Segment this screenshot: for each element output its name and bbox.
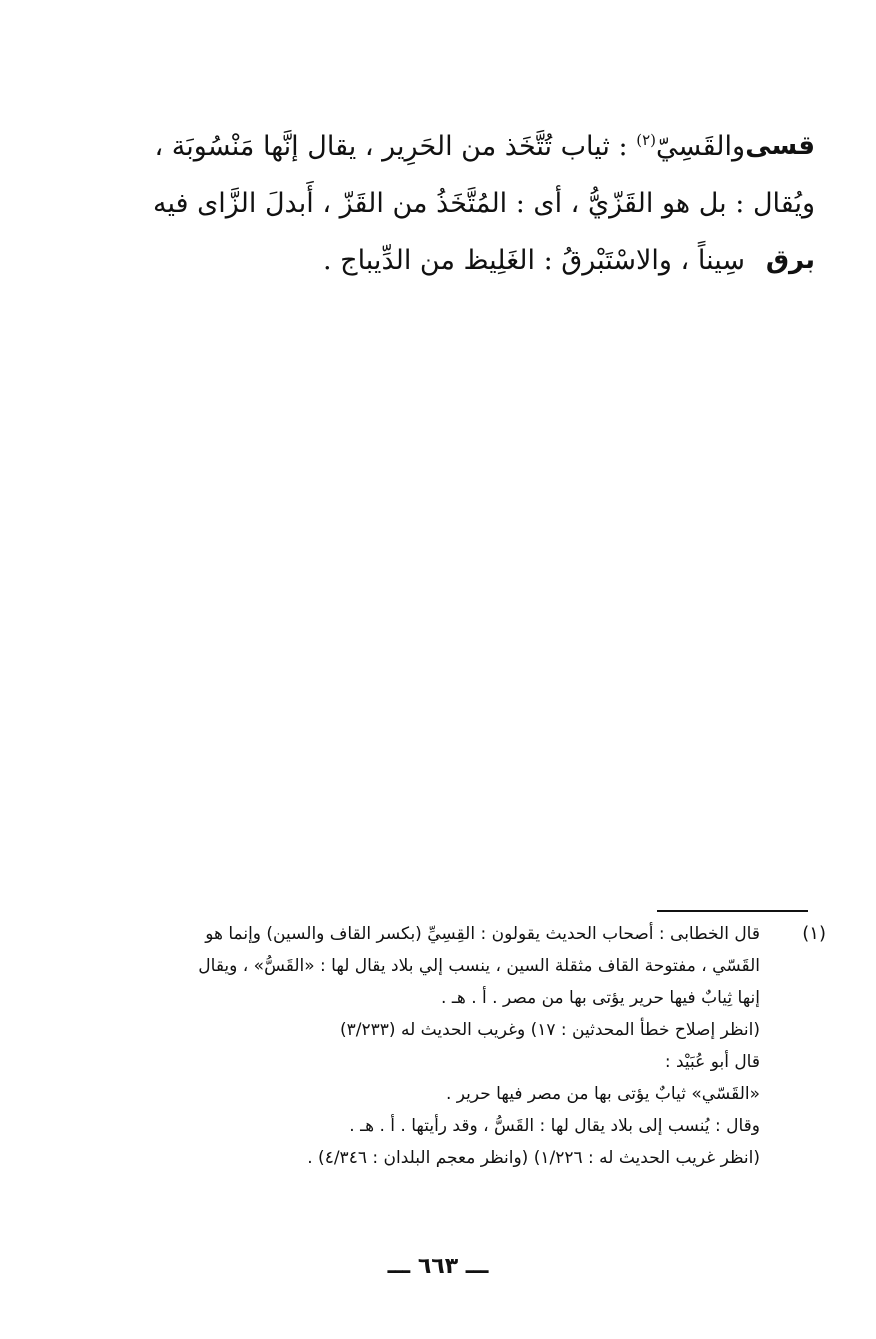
main-line-1-text xyxy=(154,118,745,175)
footnote-line: «القَسّي» ثيابٌ يؤتى بها من مصر فيها حرير . xyxy=(445,1084,760,1104)
footnote-body xyxy=(150,918,760,1174)
main-line-3 xyxy=(70,232,815,289)
footnote-line: إنها ثِيابٌ فيها حرير يؤتى بها من مصر . أ . هـ . xyxy=(441,988,760,1008)
root-word-qsy: قسى xyxy=(745,131,815,161)
main-line-2 xyxy=(70,175,815,232)
main-line-3-text: سِيناً ، والاسْتَبْرقُ : الغَلِيظ من الدِّيباج . xyxy=(322,245,745,276)
footnote-marker: (١) xyxy=(802,923,826,944)
footnote-divider xyxy=(657,910,808,912)
root-word-brq: برق xyxy=(765,245,815,275)
headword: والقَسِيّ xyxy=(655,131,745,162)
footnote-line: (انظر إصلاح خطأ المحدثين : ١٧) وغريب الحديث له (٣/٢٣٣) xyxy=(340,1020,760,1040)
footnote-line: القَسّي ، مفتوحة القاف مثقلة السين ، ينسب إلي بلاد يقال لها : «القَسُّ» ، ويقال xyxy=(198,956,760,976)
main-line-1-rest: : ثياب تُتَّخَذ من الحَرِير ، يقال إنَّها مَنْسُوبَة ، xyxy=(154,131,637,162)
footnote-ref[interactable]: (٢) xyxy=(636,131,656,149)
main-text xyxy=(70,118,815,289)
footnote-line: قال الخطابى : أصحاب الحديث يقولون : القِسِيِّ (بكسر القاف والسين) وإنما هو xyxy=(205,924,760,944)
main-line-2-text: ويُقال : بل هو القَزّيُّ ، أى : المُتَّخَذُ من القَزّ ، أَبدلَ الزَّاى فيه xyxy=(152,188,815,219)
footnote-line: (انظر غريب الحديث له : ١/٢٢٦) (وانظر معجم البلدان : ٤/٣٤٦) . xyxy=(307,1148,760,1168)
main-line-1 xyxy=(70,118,815,175)
footnote-line: وقال : يُنسب إلى بلاد يقال لها : القَسُّ ، وقد رأيتها . أ . هـ . xyxy=(349,1116,760,1136)
page-number: ـــ ٦٦٣ ـــ xyxy=(387,1254,489,1279)
footnote-line: قال أبو عُبَيْد : xyxy=(664,1052,760,1072)
